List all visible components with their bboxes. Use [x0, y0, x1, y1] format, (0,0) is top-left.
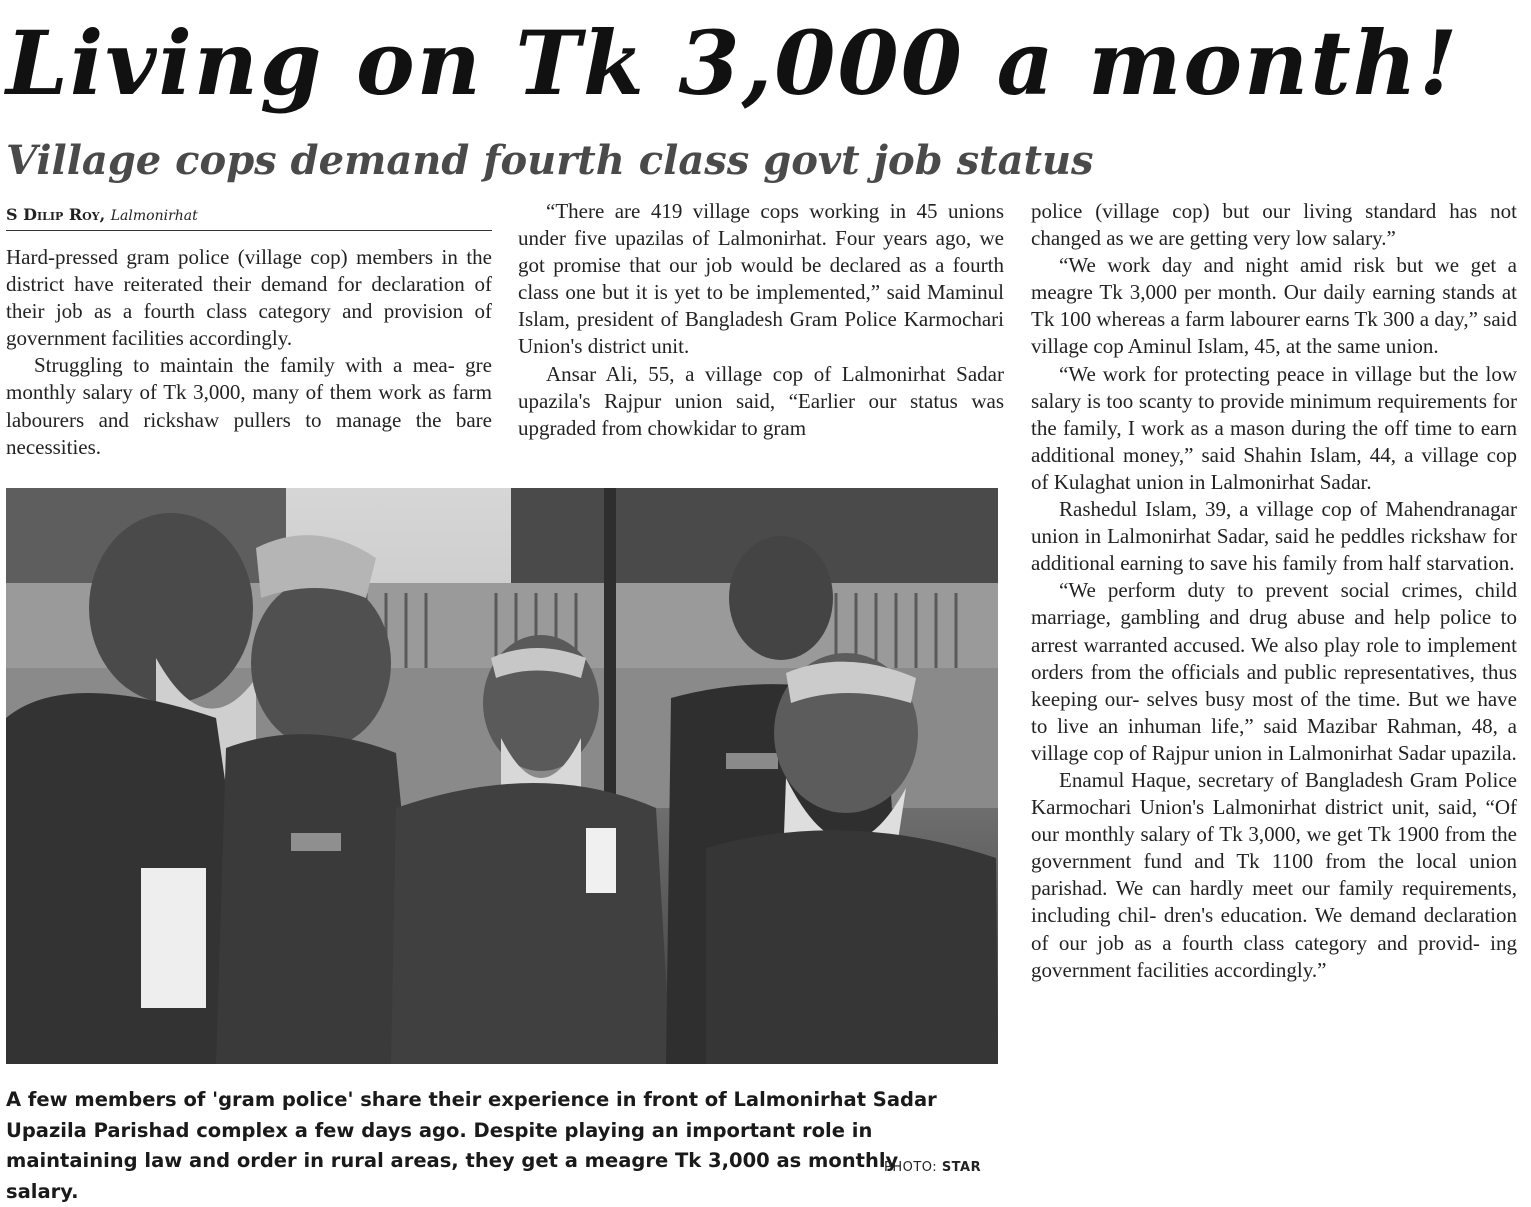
paragraph: police (village cop) but our living standard has not changed as we are getting very low salary.” [1031, 199, 1517, 251]
byline-location: Lalmonirhat [110, 208, 198, 224]
byline-author: S Dilip Roy, [6, 205, 106, 224]
photo-credit-source: STAR [941, 1160, 982, 1175]
paragraph: Enamul Haque, secretary of Bangladesh Gram Police Karmochari Union's Lalmonirhat district unit, said, “Of our monthly salary of Tk 3,000, we get Tk 1900 from the government fund and Tk 1100 from the local union parishad. We can hardly meet our family requirements, including chil- dren's education. We demand declaration of our job as a fourth class category and provid- ing government facilities accordingly.” [1031, 767, 1517, 982]
news-photo [6, 488, 998, 1064]
article-column-2 [518, 198, 1004, 442]
photo-credit-label: PHOTO: [884, 1160, 938, 1175]
photo-caption: A few members of 'gram police' share their experience in front of Lalmonirhat Sadar Upazila Parishad complex a few days ago. Despite playing an important role in maintaining law and order in rural areas, they get a meagre Tk 3,000 as monthly salary. [6, 1088, 937, 1203]
photo-illustration [6, 488, 998, 1064]
headline: Living on Tk 3,000 a month! [6, 11, 1460, 115]
paragraph: Rashedul Islam, 39, a village cop of Mahendranagar union in Lalmonirhat Sadar, said he peddles rickshaw for additional earning to save his family from half starvation. [1031, 497, 1517, 576]
byline [6, 202, 492, 231]
paragraph: “We work for protecting peace in village but the low salary is too scanty to provide minimum requirements for the family, I work as a mason during the off time to earn additional money,” said Shahin Islam, 44, a village cop of Kulaghat union in Lalmonirhat Sadar. [1031, 361, 1517, 494]
article-column-1 [6, 244, 492, 461]
paragraph: Ansar Ali, 55, a village cop of Lalmonirhat Sadar upazila's Rajpur union said, “Earlier our status was upgraded from chowkidar to gram [518, 361, 1004, 440]
photo-credit [884, 1160, 1000, 1176]
article-column-3 [1031, 198, 1517, 984]
paragraph: “We work day and night amid risk but we get a meagre Tk 3,000 per month. Our daily earning stands at Tk 100 whereas a farm labourer earns Tk 300 a day,” said village cop Aminul Islam, 45, at the same union. [1031, 253, 1517, 359]
subheadline: Village cops demand fourth class govt job status [6, 137, 1094, 184]
paragraph: Hard-pressed gram police (village cop) members in the district have reiterated their demand for declaration of their job as a fourth class category and provision of government facilities accordingly. [6, 245, 492, 351]
paragraph: “We perform duty to prevent social crimes, child marriage, gambling and drug abuse and help police to arrest warranted accused. We also play role to implement orders from the officials and public representatives, thus keeping our- selves busy most of the time. But we have to live an inhuman life,” said Mazibar Rahman, 48, a village cop of Rajpur union in Lalmonirhat Sadar upazila. [1031, 578, 1517, 765]
paragraph: “There are 419 village cops working in 45 unions under five upazilas of Lalmonirhat. Four years ago, we got promise that our job would be declared as a fourth class one but it is yet to be implemented,” said Maminul Islam, president of Bangladesh Gram Police Karmochari Union's district unit. [518, 199, 1004, 359]
paragraph: Struggling to maintain the family with a mea- gre monthly salary of Tk 3,000, many of them work as farm labourers and rickshaw pullers to manage the bare necessities. [6, 353, 492, 459]
